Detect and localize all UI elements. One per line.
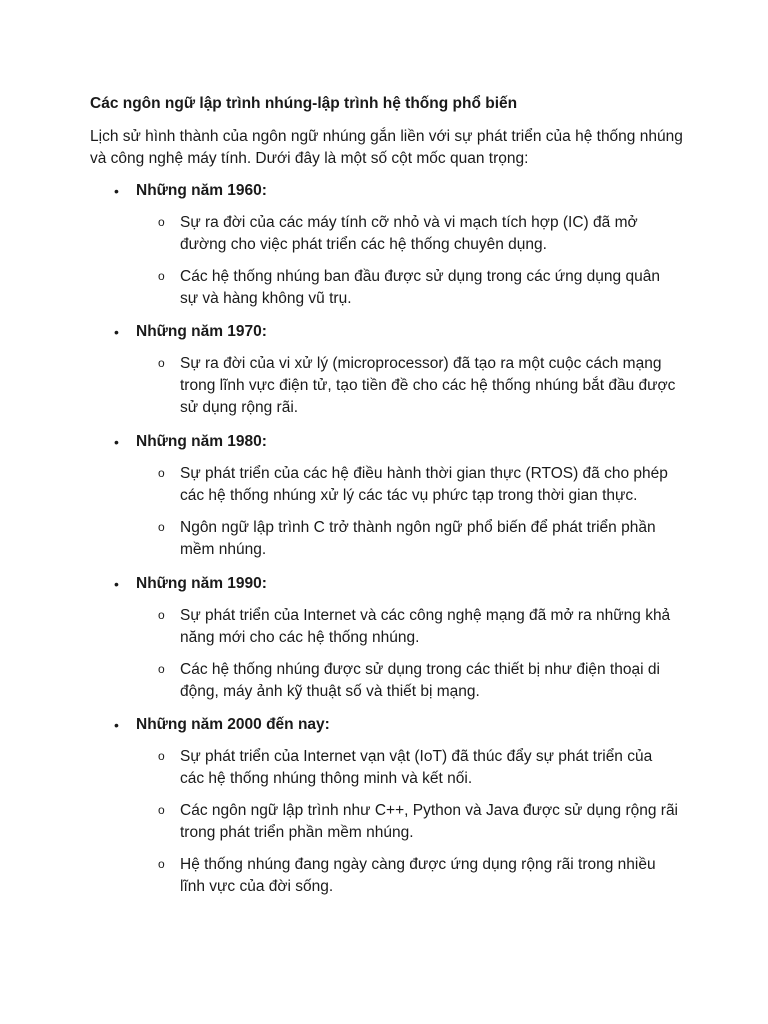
era-section-2000 [114,714,714,898]
sub-bullet-icon: o [158,520,165,534]
sub-bullet-icon: o [158,749,165,763]
sub-bullet-icon: o [158,803,165,817]
list-item-text: Sự phát triển của các hệ điều hành thời gian thực (RTOS) đã cho phép các hệ thống nhúng xử lý các tác vụ phức tạp trong thời gian thực. [180,465,668,504]
list-item [158,266,680,310]
list-item [158,353,680,419]
document-title: Các ngôn ngữ lập trình nhúng-lập trình hệ thống phổ biến [90,95,518,112]
list-item-text: Các hệ thống nhúng ban đầu được sử dụng trong các ứng dụng quân sự và hàng không vũ trụ. [180,268,660,307]
list-item-text: Sự phát triển của Internet và các công nghệ mạng đã mở ra những khả năng mới cho các hệ thống nhúng. [180,607,671,646]
list-item [158,463,680,507]
era-heading [114,321,714,343]
list-item-text: Sự phát triển của Internet vạn vật (IoT) đã thúc đẩy sự phát triển của các hệ thống nhúng thông minh và kết nối. [180,748,653,787]
sub-bullet-icon: o [158,269,165,283]
list-item-text: Hệ thống nhúng đang ngày càng được ứng dụng rộng rãi trong nhiều lĩnh vực của đời sống. [180,856,656,895]
sub-bullet-icon: o [158,215,165,229]
bullet-icon: • [114,434,119,450]
list-item-text: Sự ra đời của vi xử lý (microprocessor) đã tạo ra một cuộc cách mạng trong lĩnh vực điện tử, tạo tiền đề cho các hệ thống nhúng bắt đầu được sử dụng rộng rãi. [180,355,676,416]
list-item [158,854,680,898]
era-label: Những năm 1980: [136,433,267,450]
era-heading [114,180,714,202]
list-item-text: Các hệ thống nhúng được sử dụng trong các thiết bị như điện thoại di động, máy ảnh kỹ thuật số và thiết bị mạng. [180,661,660,700]
bullet-icon: • [114,324,119,340]
era-section-1980 [114,431,714,561]
bullet-icon: • [114,717,119,733]
sub-bullet-icon: o [158,466,165,480]
era-label: Những năm 2000 đến nay: [136,716,330,733]
era-label: Những năm 1970: [136,323,267,340]
era-heading [114,714,714,736]
sub-bullet-icon: o [158,608,165,622]
list-item [158,212,680,256]
list-item [158,659,680,703]
era-label: Những năm 1990: [136,575,267,592]
era-heading [114,431,714,453]
era-section-1990 [114,573,714,703]
era-section-1970 [114,321,714,419]
bullet-icon: • [114,576,119,592]
sub-bullet-icon: o [158,662,165,676]
era-section-1960 [114,180,714,310]
list-item-text: Ngôn ngữ lập trình C trở thành ngôn ngữ phổ biến để phát triển phần mềm nhúng. [180,519,656,558]
sub-bullet-icon: o [158,356,165,370]
era-label: Những năm 1960: [136,182,267,199]
bullet-icon: • [114,183,119,199]
list-item [158,746,680,790]
list-item-text: Các ngôn ngữ lập trình như C++, Python và Java được sử dụng rộng rãi trong phát triển phần mềm nhúng. [180,802,679,841]
sub-bullet-icon: o [158,857,165,871]
list-item-text: Sự ra đời của các máy tính cỡ nhỏ và vi mạch tích hợp (IC) đã mở đường cho việc phát triển các hệ thống chuyên dụng. [180,214,638,253]
list-item [158,800,680,844]
era-heading [114,573,714,595]
list-item [158,605,680,649]
list-item [158,517,680,561]
intro-paragraph: Lịch sử hình thành của ngôn ngữ nhúng gắn liền với sự phát triển của hệ thống nhúng và công nghệ máy tính. Dưới đây là một số cột mốc quan trọng: [90,128,683,167]
